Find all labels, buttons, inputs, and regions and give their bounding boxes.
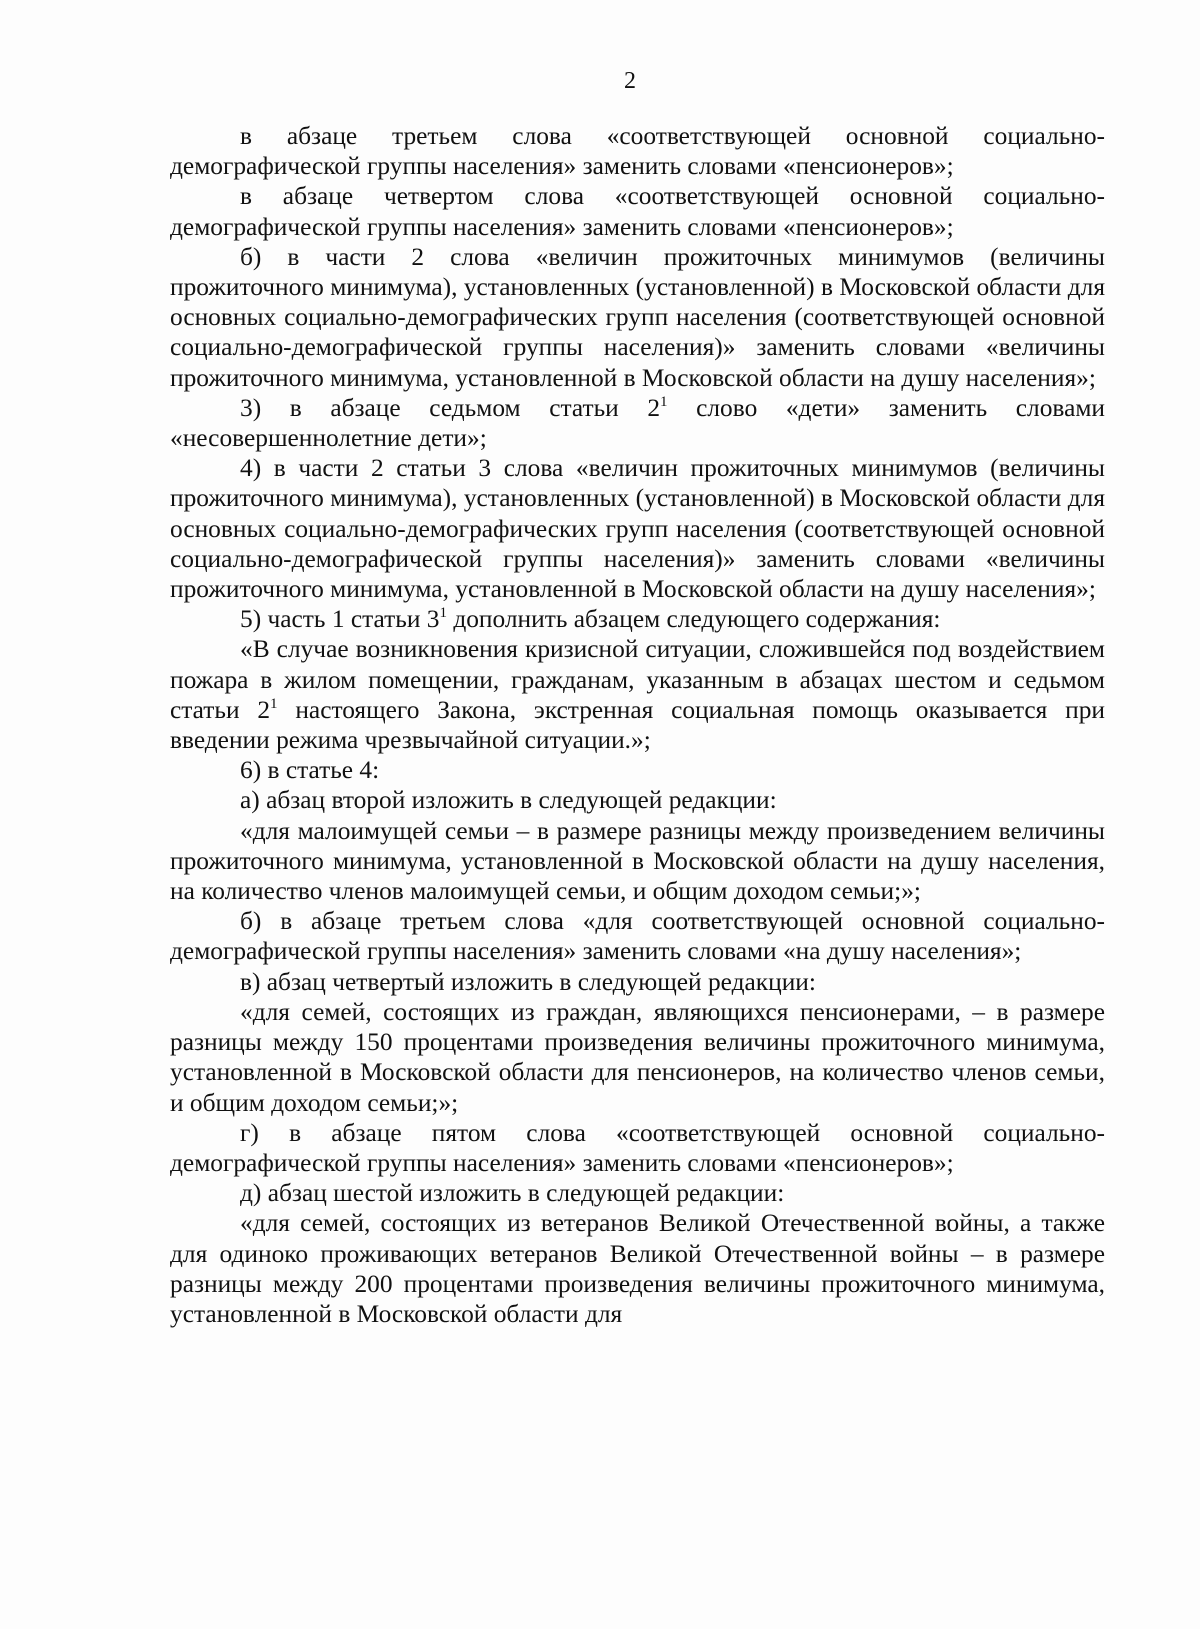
paragraph-7-text-end: настоящего Закона, экстренная социальная помощь оказывается при введении режима чрезвычайной ситуации.»; [170,695,1105,755]
paragraph-10: «для малоимущей семьи – в размере разницы между произведением величины прожиточного минимума, установленной в Московской области на душу населения, на количество членов малоимущей семьи, и общим доходом семьи;»; [170,816,1105,906]
paragraph-14: г) в абзаце пятом слова «соответствующей основной социально-демографической группы населения» заменить словами «пенсионеров»; [170,1118,1105,1177]
paragraph-4-text-end: слово «дети» заменить словами «несовершеннолетние дети»; [170,393,1105,453]
paragraph-12: в) абзац четвертый изложить в следующей редакции: [240,967,816,996]
paragraph-3: б) в части 2 слова «величин прожиточных минимумов (величины прожиточного минимума), установленных (установленной) в Московской области для основных социально-демографических групп населения (соответствующей основной социально-демографической группы населения)» заменить словами «величины прожиточного минимума, установленной в Московской области на душу населения»; [170,242,1105,392]
paragraph-2: в абзаце четвертом слова «соответствующей основной социально-демографической группы населения» заменить словами «пенсионеров»; [170,182,1105,241]
document-body [170,121,1105,1329]
paragraph-7 [170,634,1105,755]
paragraph-6-text-end: дополнить абзацем следующего содержания: [446,605,941,634]
paragraph-1: в абзаце третьем слова «соответствующей основной социально-демографической группы населения» заменить словами «пенсионеров»; [170,122,1105,181]
paragraph-6 [170,604,1105,634]
paragraph-9: а) абзац второй изложить в следующей редакции: [240,786,777,815]
paragraph-13: «для семей, состоящих из граждан, являющихся пенсионерами, – в размере разницы между 150 процентами произведения величины прожиточного минимума, установленной в Московской области для пенсионеров, на количество членов семьи, и общим доходом семьи;»; [170,997,1105,1117]
paragraph-5: 4) в части 2 статьи 3 слова «величин прожиточных минимумов (величины прожиточного минимума), установленных (установленной) в Московской области для основных социально-демографических групп населения (соответствующей основной социально-демографической группы населения)» заменить словами «величины прожиточного минимума, установленной в Московской области на душу населения»; [170,454,1105,604]
paragraph-11: б) в абзаце третьем слова «для соответствующей основной социально-демографической группы населения» заменить словами «на душу населения»; [170,907,1105,966]
superscript-1: 1 [270,695,278,712]
paragraph-16: «для семей, состоящих из ветеранов Великой Отечественной войны, а также для одиноко проживающих ветеранов Великой Отечественной войны – в размере разницы между 200 процентами произведения величины прожиточного минимума, установленной в Московской области для [170,1209,1105,1328]
paragraph-8: 6) в статье 4: [240,756,380,785]
superscript-1: 1 [660,393,668,410]
page-number: 2 [624,68,636,94]
paragraph-7-text: «В случае возникновения кризисной ситуации, сложившейся под воздействием пожара в жилом помещении, гражданам, указанным в абзацах шестом и седьмом статьи 2 [170,635,1105,724]
paragraph-6-text: 5) часть 1 статьи 3 [240,605,440,634]
paragraph-4 [170,393,1105,453]
paragraph-4-text: 3) в абзаце седьмом статьи 2 [240,393,661,422]
paragraph-15: д) абзац шестой изложить в следующей редакции: [240,1179,785,1208]
superscript-1: 1 [439,605,447,622]
